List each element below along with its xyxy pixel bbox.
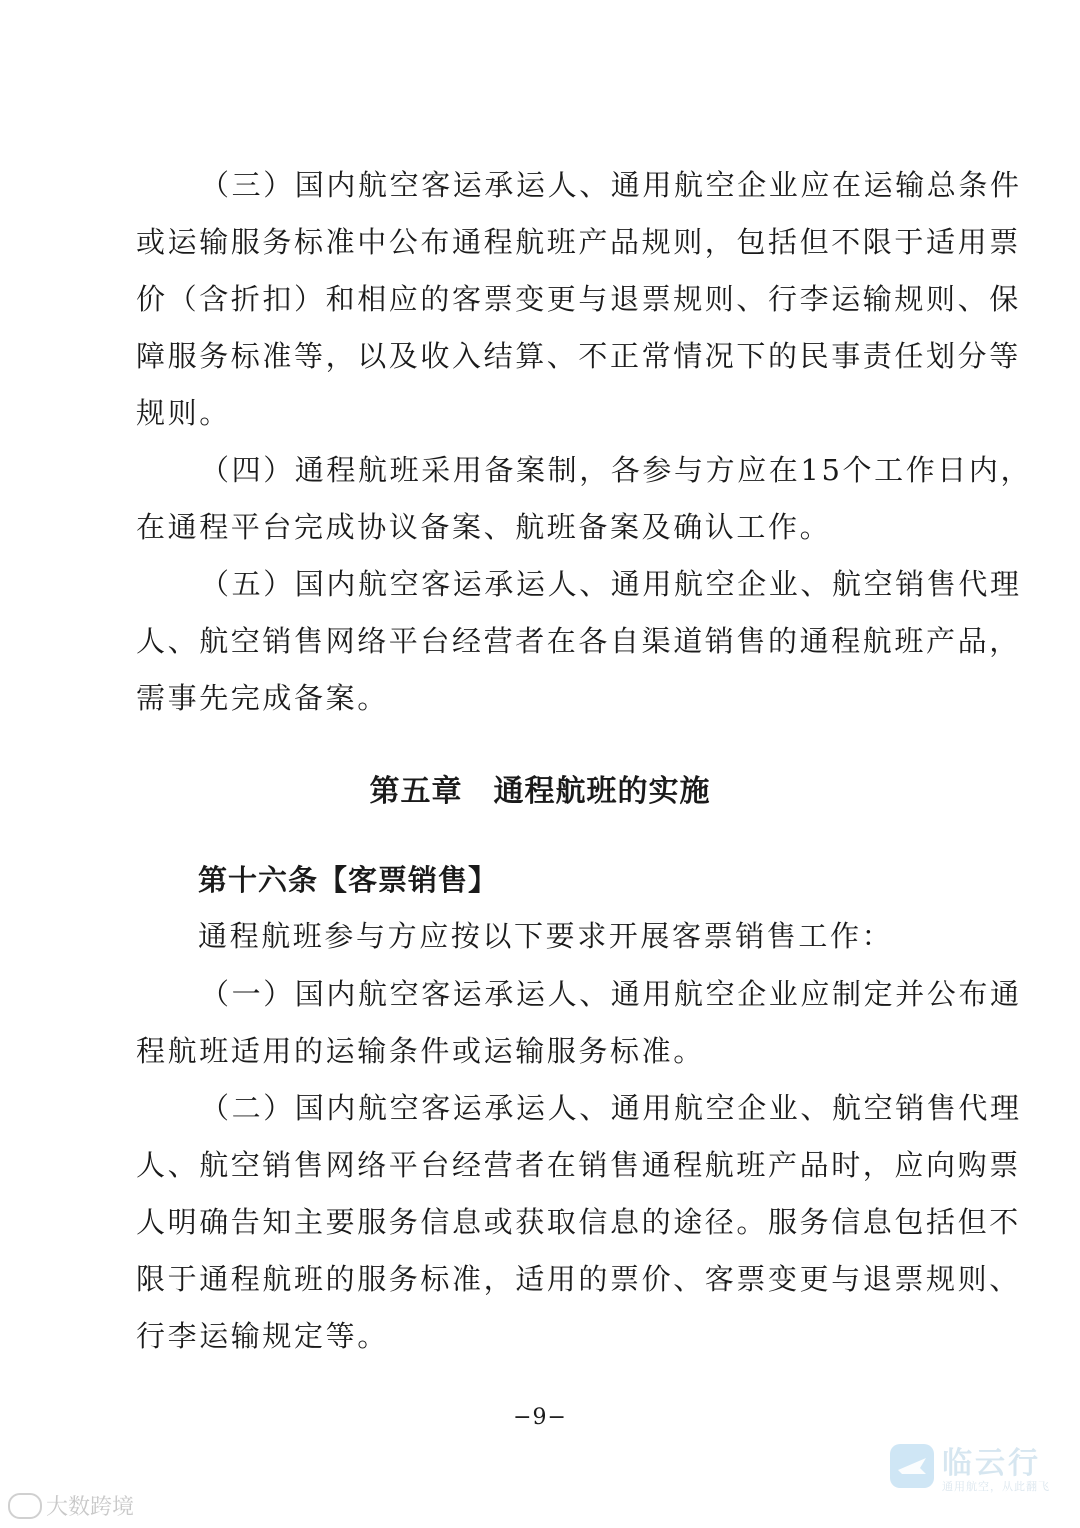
- paragraph-line: 限于通程航班的服务标准，适用的票价、客票变更与退票规则、: [136, 1262, 1021, 1296]
- paragraph-line: 通程航班参与方应按以下要求开展客票销售工作：: [198, 919, 894, 953]
- paragraph-line: （一）国内航空客运承运人、通用航空企业应制定并公布通: [200, 977, 1022, 1011]
- paragraph-line: 需事先完成备案。: [136, 681, 389, 715]
- paragraph-line: 行李运输规定等。: [136, 1319, 389, 1353]
- watermark-right-subtitle: 通用航空，从此翻飞: [942, 1480, 1050, 1493]
- plane-logo-icon: [890, 1444, 934, 1488]
- watermark-right: [890, 1438, 1060, 1500]
- paragraph-line: 人、航空销售网络平台经营者在各自渠道销售的通程航班产品，: [136, 624, 1021, 658]
- weibo-icon: [8, 1493, 42, 1519]
- watermark-left: [8, 1490, 134, 1521]
- watermark-left-text: 大数跨境: [46, 1495, 135, 1520]
- paragraph-line: 人、航空销售网络平台经营者在销售通程航班产品时，应向购票: [136, 1148, 1021, 1182]
- paragraph-line: 人明确告知主要服务信息或获取信息的途径。服务信息包括但不: [136, 1205, 1021, 1239]
- paragraph-line: （三）国内航空客运承运人、通用航空企业应在运输总条件: [200, 168, 1022, 202]
- paragraph-line: （四）通程航班采用备案制，各参与方应在15个工作日内，: [200, 453, 1033, 487]
- page-number: −9−: [513, 1405, 567, 1430]
- paragraph-line: 障服务标准等，以及收入结算、不正常情况下的民事责任划分等: [136, 339, 1021, 373]
- paragraph-line: 在通程平台完成协议备案、航班备案及确认工作。: [136, 510, 832, 544]
- paragraph-line: 价（含折扣）和相应的客票变更与退票规则、行李运输规则、保: [136, 282, 1021, 316]
- paragraph-line: 程航班适用的运输条件或运输服务标准。: [136, 1034, 705, 1068]
- article-title: 第十六条【客票销售】: [198, 863, 499, 897]
- paragraph-line: （二）国内航空客运承运人、通用航空企业、航空销售代理: [200, 1091, 1022, 1125]
- chapter-title: 第五章 通程航班的实施: [369, 774, 711, 809]
- paragraph-line: （五）国内航空客运承运人、通用航空企业、航空销售代理: [200, 567, 1022, 601]
- watermark-right-title: 临云行: [942, 1446, 1041, 1481]
- paragraph-line: 规则。: [136, 396, 231, 430]
- paragraph-line: 或运输服务标准中公布通程航班产品规则，包括但不限于适用票: [136, 225, 1021, 259]
